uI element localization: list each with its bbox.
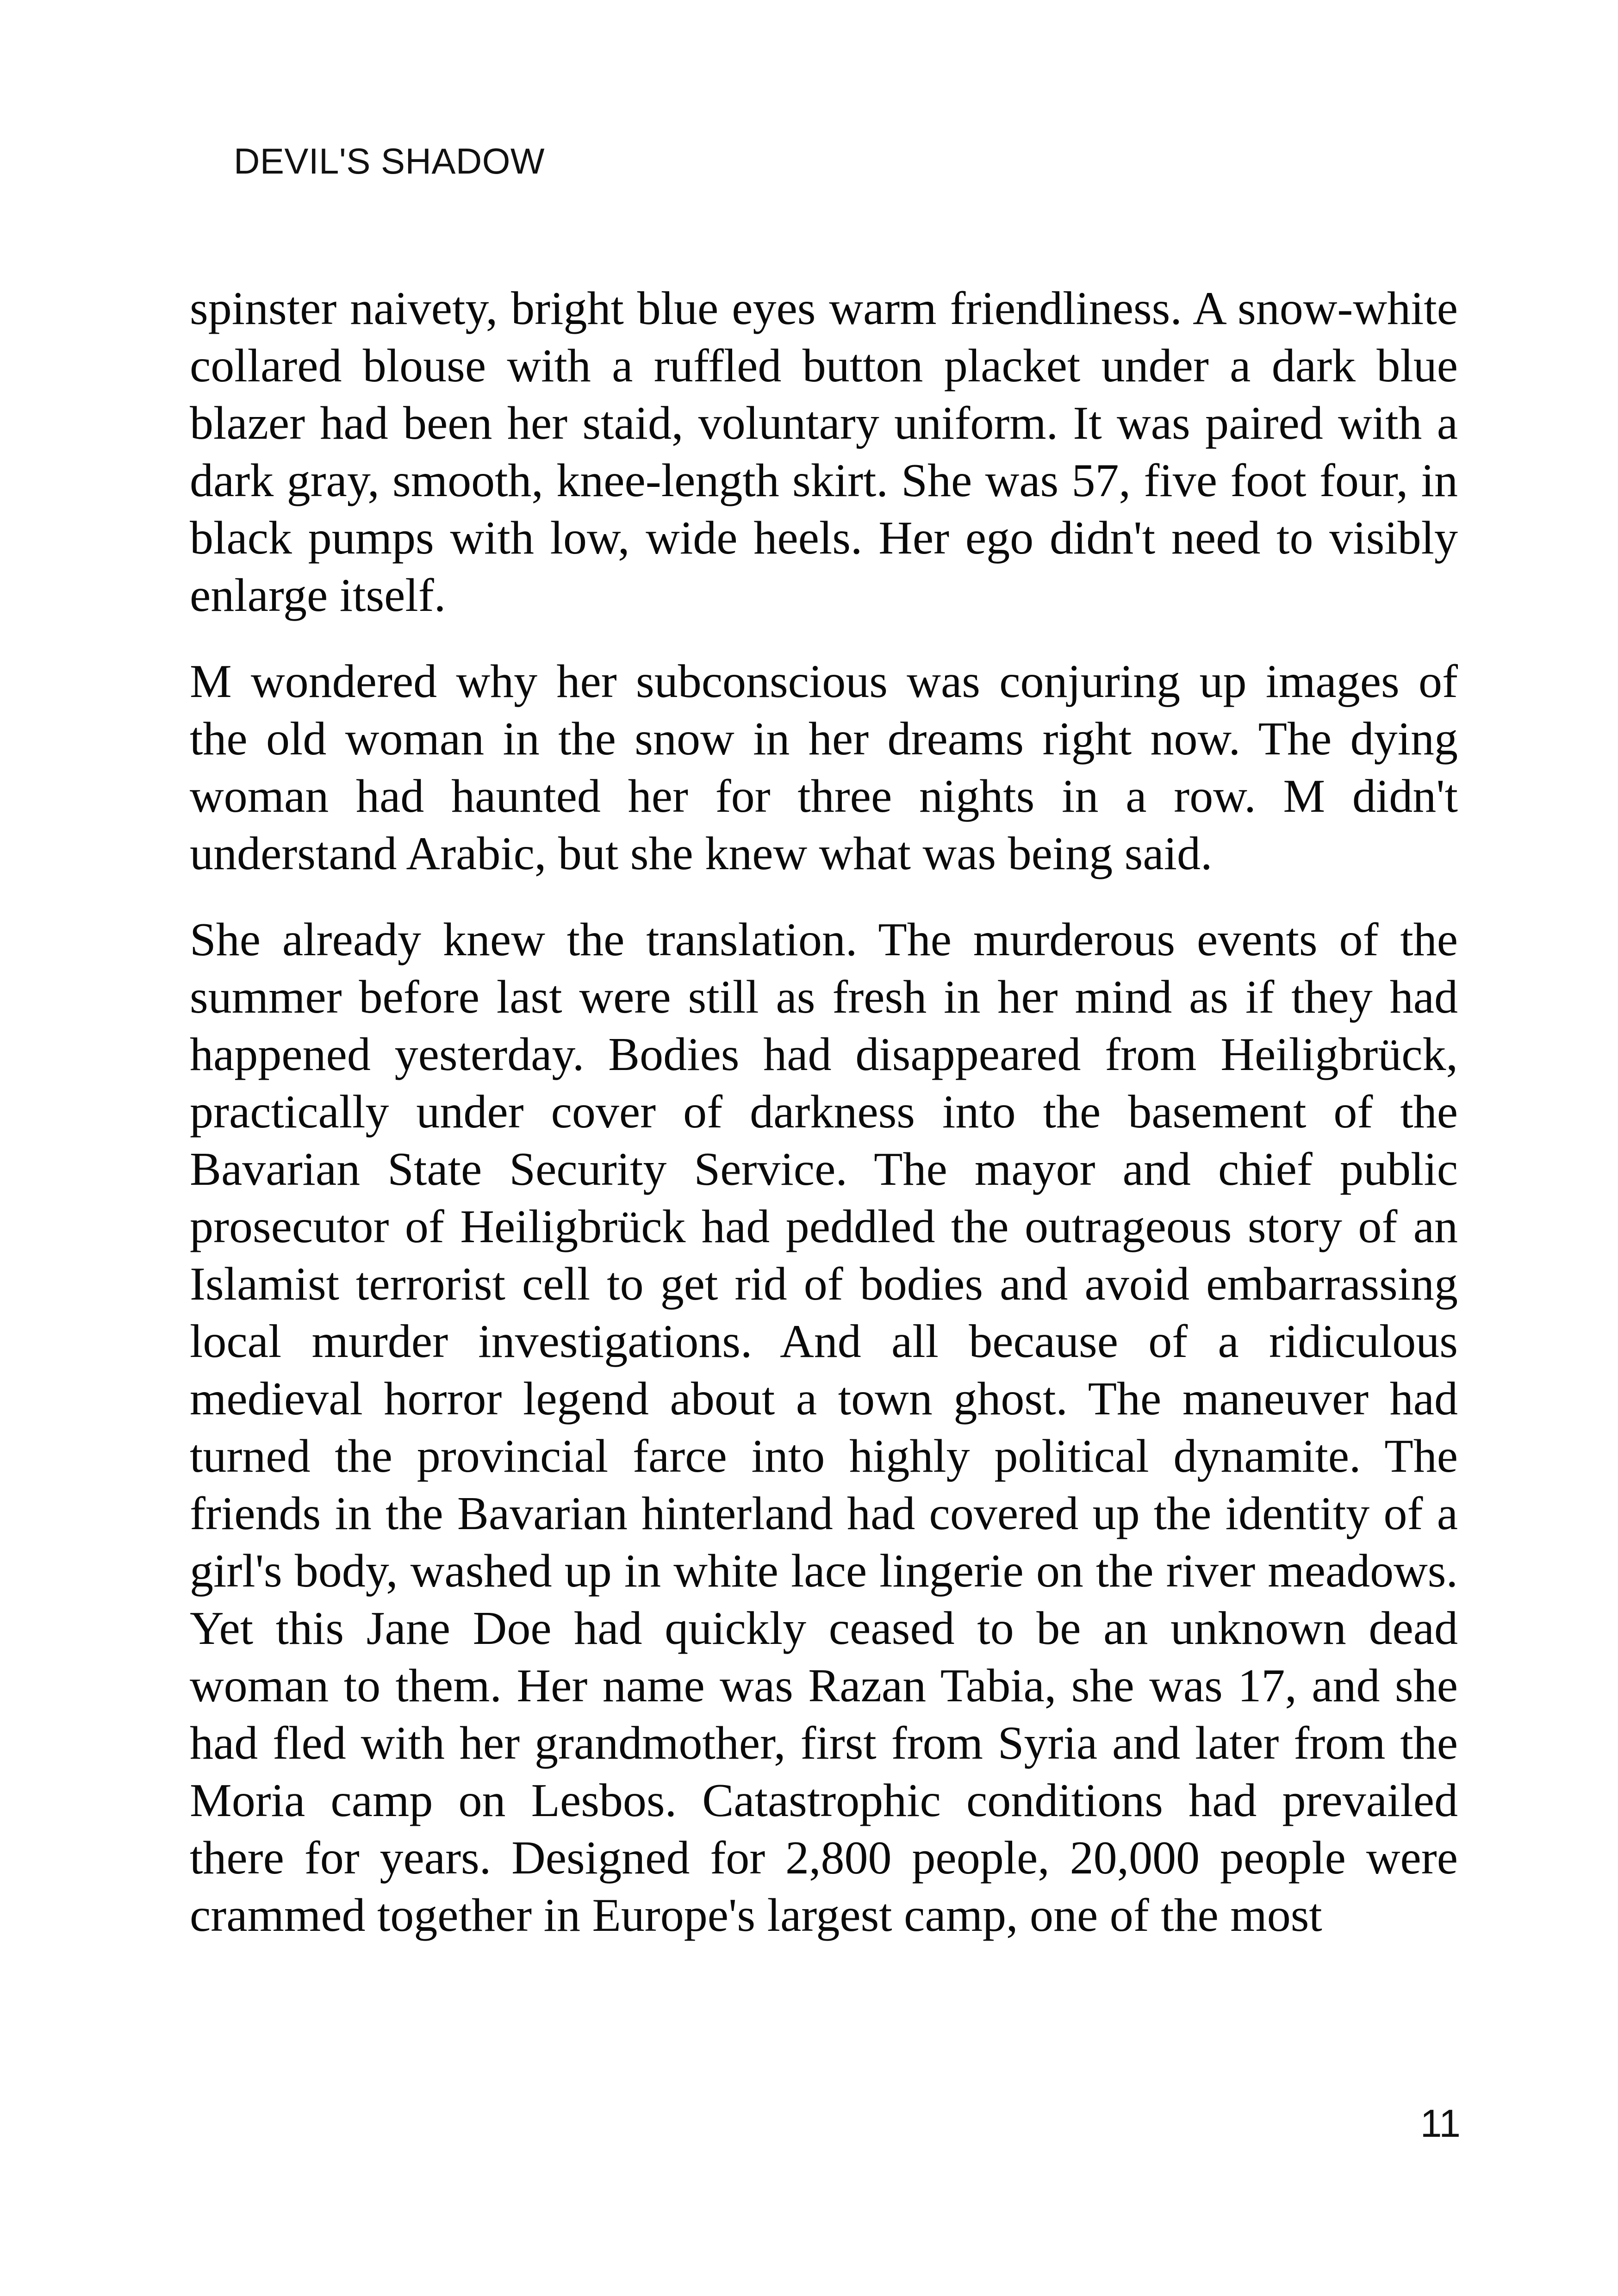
paragraph: spinster naivety, bright blue eyes warm friendliness. A snow-white collared blouse with a ruffled button placket under a dark blue blazer had been her staid, voluntary uniform. It was paired with a dark gray, smooth, knee-length skirt. She was 57, five foot four, in black pumps with low, wide heels. Her ego didn't need to visibly enlarge itself. (190, 282, 1458, 622)
body-text (190, 280, 1458, 1973)
page-number: 11 (1420, 2102, 1461, 2145)
paragraph: She already knew the translation. The murderous events of the summer before last were still as fresh in her mind as if they had happened yesterday. Bodies had disappeared from Heiligbrück, practically under cover of darkness into the basement of the Bavarian State Security Service. The mayor and chief public prosecutor of Heiligbrück had peddled the outrageous story of an Islamist terrorist cell to get rid of bodies and avoid embarrassing local murder investigations. And all because of a ridiculous medieval horror legend about a town ghost. The maneuver had turned the provincial farce into highly political dynamite. The friends in the Bavarian hinterland had covered up the identity of a girl's body, washed up in white lace lingerie on the river meadows. Yet this Jane Doe had quickly ceased to be an unknown dead woman to them. Her name was Razan Tabia, she was 17, and she had fled with her grandmother, first from Syria and later from the Moria camp on Lesbos. Catastrophic conditions had prevailed there for years. Designed for 2,800 people, 20,000 people were crammed together in Europe's largest camp, one of the most (190, 914, 1458, 1941)
paragraph: M wondered why her subconscious was conjuring up images of the old woman in the snow in her dreams right now. The dying woman had haunted her for three nights in a row. M didn't understand Arabic, but she knew what was being said. (190, 655, 1458, 880)
running-head: DEVIL'S SHADOW (234, 141, 545, 181)
